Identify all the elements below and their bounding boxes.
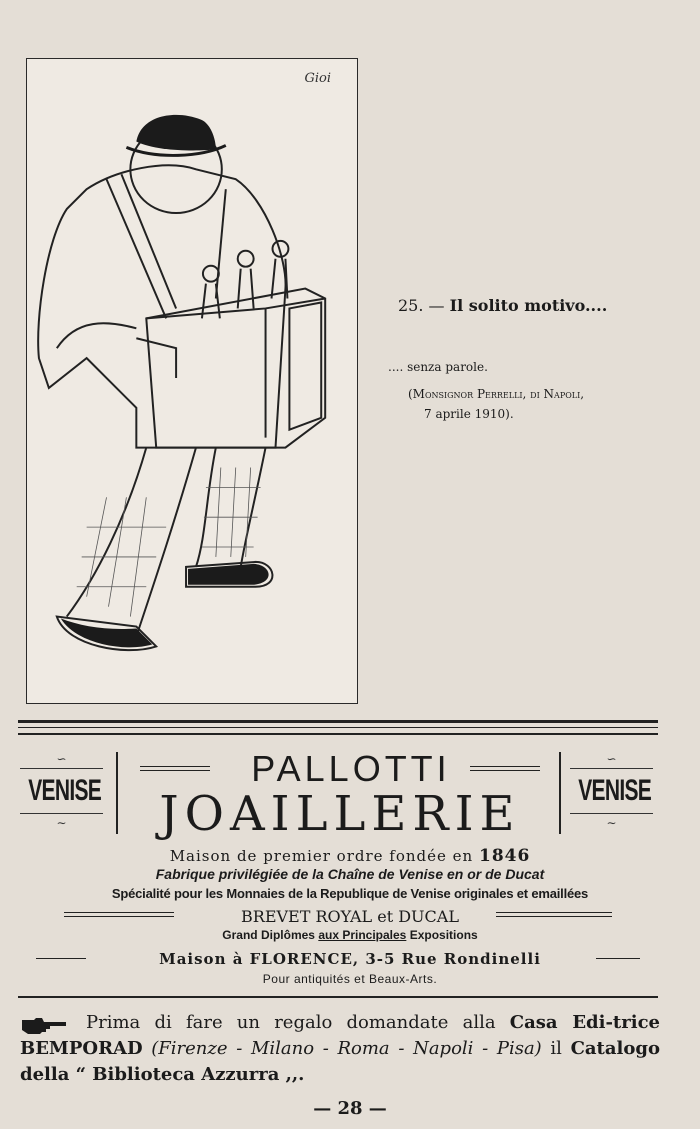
caption-author: (Monsignor Perrelli, di Napoli, — [408, 387, 585, 401]
ad-line-specialite: Spécialité pour les Monnaies de la Republique de Venise originales et emaillées — [111, 886, 589, 901]
ad-line-antiquites: Pour antiquités et Beaux-Arts. — [262, 972, 438, 986]
ad-left-panel — [14, 752, 109, 832]
ornament-icon: ∽ — [56, 752, 67, 766]
ad-diplomes-a: Grand Diplômes — [222, 928, 319, 942]
note-part1: Prima di fare un regalo domandate alla — [86, 1012, 496, 1033]
caption-attribution — [408, 384, 584, 424]
ad-right-flourish — [596, 958, 640, 966]
ad-founded-year: 1846 — [478, 846, 531, 866]
ad-line-fabrique: Fabrique privilégiée de la Chaîne de Venise en or de Ducat — [155, 866, 545, 882]
ornament-icon: ∼ — [56, 816, 67, 830]
note-cities: (Firenze - Milano - Roma - Napoli - Pisa) — [151, 1038, 542, 1059]
ad-right-divider — [559, 752, 561, 834]
cartoon-illustration — [26, 58, 358, 704]
ad-line-brevet: BREVET ROYAL et DUCAL — [241, 907, 459, 926]
caption-title-text: Il solito motivo.... — [449, 296, 608, 315]
ad-brand: PALLOTTI — [251, 748, 451, 789]
page-number: — 28 — — [313, 1098, 387, 1119]
ad-business: JOAILLERIE — [159, 786, 521, 842]
caption-number: 25. — — [398, 296, 445, 315]
ad-right-city: VENISE — [578, 774, 652, 807]
ornament-icon: ∼ — [606, 816, 617, 830]
ad-left-city: VENISE — [28, 774, 102, 807]
note-publisher: Casa Edi-trice BEMPORAD — [20, 1012, 660, 1059]
publisher-note — [20, 1010, 660, 1088]
organ-grinder-drawing — [27, 59, 357, 703]
ad-top-rule-thin — [18, 727, 658, 728]
caption-subtitle: .... senza parole. — [388, 360, 488, 374]
ornament-divider — [570, 813, 653, 814]
ornament-divider — [570, 768, 653, 769]
brand-left-dashes — [140, 766, 210, 772]
note-part2: il — [550, 1038, 562, 1059]
ad-left-divider — [116, 752, 118, 834]
ad-right-decoration — [496, 912, 612, 920]
ad-top-rule — [18, 733, 658, 735]
ad-diplomes-c: Expositions — [406, 928, 478, 942]
ad-right-panel — [564, 752, 659, 832]
artist-signature: Gioi — [304, 71, 331, 86]
ad-line-diplomes — [0, 928, 700, 942]
ad-top-rule-thick — [18, 720, 658, 723]
caption-date: 7 aprile 1910). — [424, 407, 514, 421]
ornament-divider — [20, 813, 103, 814]
brand-right-dashes — [470, 766, 540, 772]
ad-line-florence: Maison à FLORENCE, 3-5 Rue Rondinelli — [159, 950, 541, 968]
ad-line-founded — [0, 846, 700, 866]
ad-bottom-rule — [18, 996, 658, 998]
ad-founded-text: Maison de premier ordre fondée en — [169, 847, 474, 865]
ad-diplomes-b: aux Principales — [318, 928, 407, 942]
caption-title — [398, 296, 607, 315]
ornament-icon: ∽ — [606, 752, 617, 766]
note-catalog: Catalogo della “ Biblioteca Azzurra ,,. — [20, 1038, 660, 1085]
ornament-divider — [20, 768, 103, 769]
